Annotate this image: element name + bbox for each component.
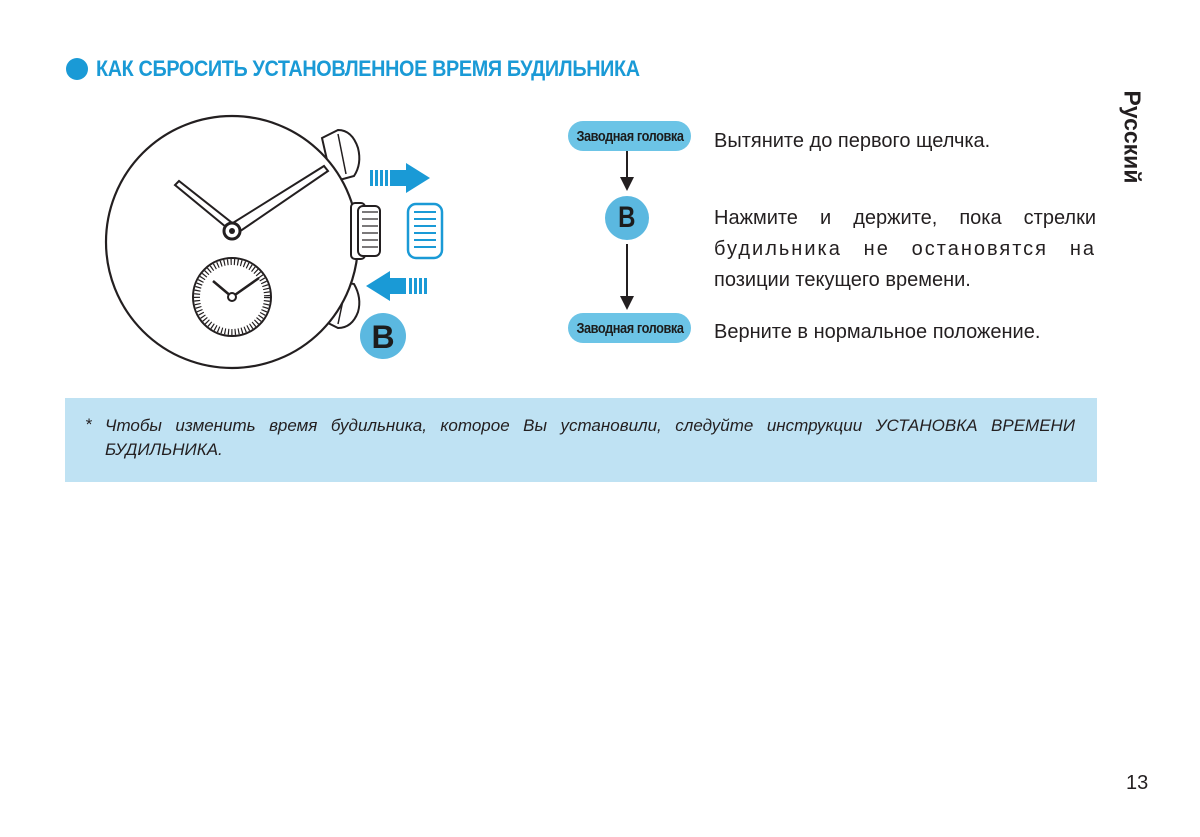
crown-label-pill-1 (568, 121, 691, 151)
button-b-badge-label: B (371, 319, 395, 355)
crown-label-2: Заводная головка (575, 319, 684, 337)
watch-icon (106, 116, 380, 368)
step-3-text: Верните в нормальное положение. (714, 321, 1041, 343)
watch-illustration (100, 108, 445, 370)
note-box (65, 398, 1097, 482)
flow-arrow-1 (620, 151, 634, 193)
page-number: 13 (1126, 772, 1149, 794)
pull-arrow-icon (370, 163, 430, 193)
flow-button-b-label: B (618, 201, 636, 234)
bullet-dot-icon (66, 58, 88, 80)
step-2-line-1: Нажмите и держите, пока стрелки (714, 207, 1096, 229)
section-title (66, 56, 700, 82)
crown-label-pill-2 (568, 313, 691, 343)
flow-arrow-2 (620, 244, 634, 314)
step-2-line-3: позиции текущего времени. (714, 269, 971, 291)
note-marker: * (85, 415, 92, 434)
push-arrow-icon (366, 271, 427, 301)
pulled-crown-icon (408, 204, 442, 258)
button-b-badge (360, 313, 406, 359)
step-2-line-2: будильника не остановятся на (714, 238, 1096, 260)
language-tab (1112, 82, 1152, 192)
flow-button-b (605, 196, 649, 240)
crown-label-1: Заводная головка (575, 127, 684, 145)
crown-icon (351, 203, 380, 259)
language-label: Русский (1119, 90, 1146, 184)
note-text: Чтобы изменить время будильника, которое Вы установили, следуйте инструкции УСТАНОВКА ВРЕМЕНИ БУДИЛЬНИКА. (105, 416, 1075, 459)
section-title-text: КАК СБРОСИТЬ УСТАНОВЛЕННОЕ ВРЕМЯ БУДИЛЬНИКА (96, 56, 640, 81)
step-1-text: Вытяните до первого щелчка. (714, 130, 991, 152)
step-2-text (714, 203, 1096, 296)
